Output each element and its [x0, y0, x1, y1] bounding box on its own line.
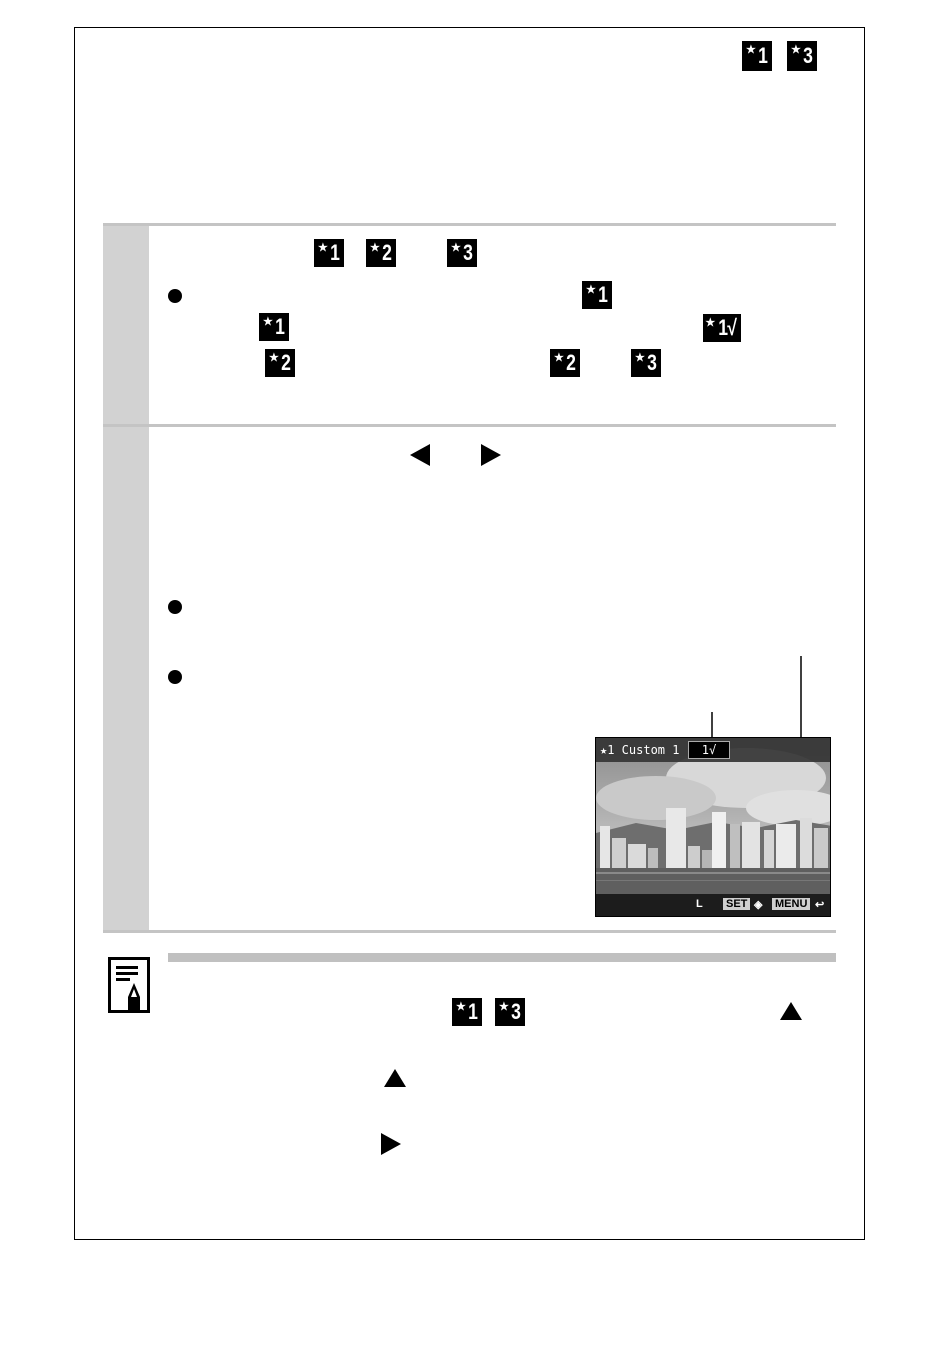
custom-3-badge: ★ 3: [495, 998, 525, 1026]
up-arrow-icon: [780, 1002, 802, 1020]
notes-header-bar: [168, 953, 836, 962]
custom-2-badge: ★ 2: [366, 239, 396, 267]
step-2-bottom-divider: [103, 930, 836, 933]
custom-1-badge: ★ 1: [259, 313, 289, 341]
custom-1-badge-header: ★ 1: [742, 41, 772, 71]
custom-1-badge: ★ 1: [452, 998, 482, 1026]
lcd-slot-indicator: 1√: [688, 741, 730, 759]
lcd-set-label: SET: [723, 898, 750, 910]
custom-2-badge: ★ 2: [550, 349, 580, 377]
lcd-photo: [596, 738, 831, 917]
lcd-return-icon: ↩: [815, 899, 825, 911]
custom-3-badge: ★ 3: [631, 349, 661, 377]
lcd-menu-label: MENU: [772, 898, 810, 910]
right-arrow-icon: [381, 1133, 401, 1155]
custom-1-badge: ★ 1: [582, 281, 612, 309]
up-arrow-icon: [384, 1069, 406, 1087]
lcd-bottom-bar: [596, 894, 830, 916]
custom-3-badge: ★ 3: [447, 239, 477, 267]
custom-2-badge: ★ 2: [265, 349, 295, 377]
camera-lcd-screen: [595, 737, 831, 917]
lcd-quality: L: [696, 898, 703, 910]
custom-1-badge: ★ 1: [314, 239, 344, 267]
custom-1-registered-badge: ★ 1√: [703, 314, 741, 342]
lcd-func-icon: ◈: [754, 899, 763, 911]
memo-icon: [108, 957, 150, 1013]
custom-3-badge-header: ★ 3: [787, 41, 817, 71]
lcd-mode-title: ★1 Custom 1: [600, 743, 680, 757]
